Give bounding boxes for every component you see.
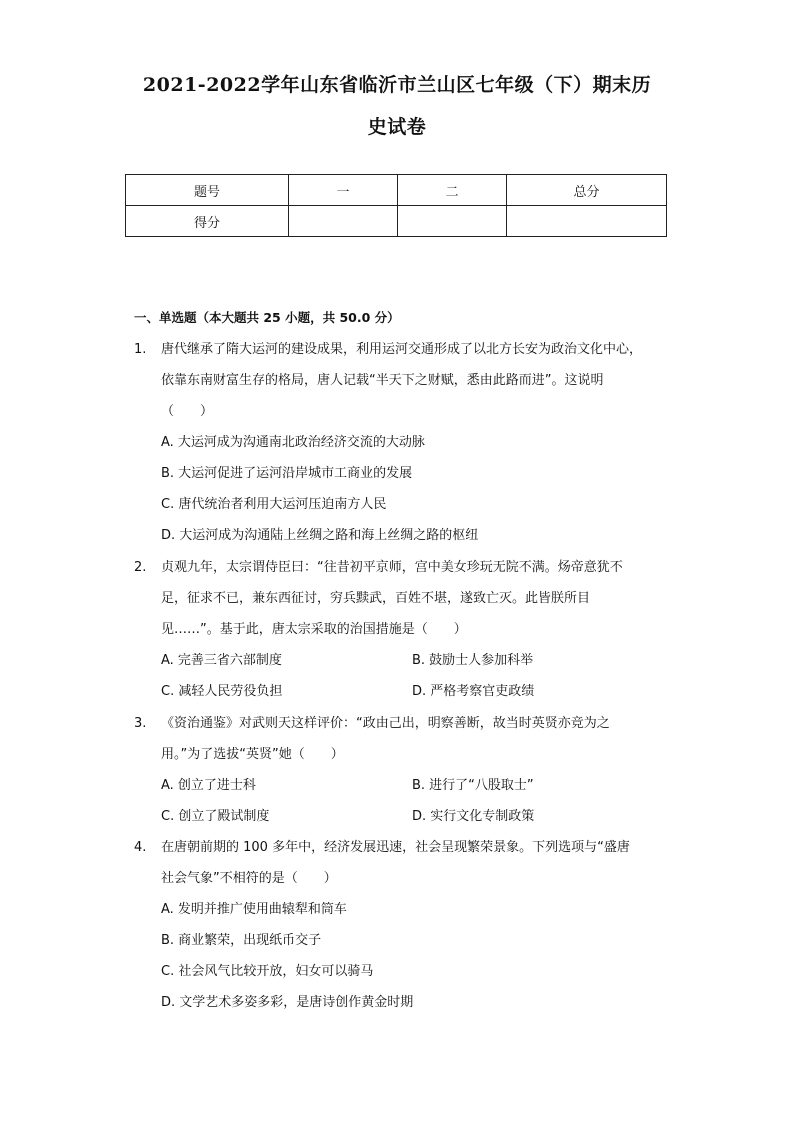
score-header-cell: 总分 xyxy=(507,175,667,206)
option-a: A. 大运河成为沟通南北政治经济交流的大动脉 xyxy=(161,435,425,450)
question-stem-line: 用。”为了选拔“英贤”她（ ） xyxy=(161,747,344,762)
question-stem-line: 依靠东南财富生存的格局，唐人记载“半天下之财赋，悉由此路而进”。这说明 xyxy=(161,373,604,388)
question-number: 1. xyxy=(134,342,147,357)
option-b: B. 鼓励士人参加科举 xyxy=(412,653,534,668)
question-stem-line: 贞观九年，太宗谓侍臣曰：“往昔初平京师，宫中美女珍玩无院不满。炀帝意犹不 xyxy=(161,560,623,575)
question-stem-line: 《资治通鉴》对武则天这样评价：“政由己出，明察善断，故当时英贤亦竞为之 xyxy=(161,716,610,731)
option-c: C. 减轻人民劳役负担 xyxy=(161,684,283,699)
option-d: D. 严格考察官吏政绩 xyxy=(412,684,535,699)
score-cell xyxy=(289,206,398,237)
option-d: D. 文学艺术多姿多彩，是唐诗创作黄金时期 xyxy=(161,995,414,1010)
exam-title-line1: 2021-2022学年山东省临沂市兰山区七年级（下）期末历 xyxy=(142,74,652,96)
option-d: D. 实行文化专制政策 xyxy=(412,809,535,824)
score-table xyxy=(125,174,667,237)
option-a: A. 完善三省六部制度 xyxy=(161,653,282,668)
score-header-cell: 一 xyxy=(289,175,398,206)
score-header-cell: 题号 xyxy=(126,175,289,206)
question-stem-line: 社会气象”不相符的是（ ） xyxy=(161,871,337,886)
option-a: A. 发明并推广使用曲辕犁和筒车 xyxy=(161,902,347,917)
question-stem-line: 见……”。基于此，唐太宗采取的治国措施是（ ） xyxy=(161,622,467,637)
exam-title-line2: 史试卷 xyxy=(367,116,427,138)
option-c: C. 创立了殿试制度 xyxy=(161,809,270,824)
option-c: C. 社会风气比较开放，妇女可以骑马 xyxy=(161,964,374,979)
question-stem-line: （ ） xyxy=(161,404,214,419)
section-heading: 一、单选题（本大题共 25 小题，共 50.0 分） xyxy=(134,310,400,325)
option-d: D. 大运河成为沟通陆上丝绸之路和海上丝绸之路的枢纽 xyxy=(161,528,479,543)
question-stem-line: 唐代继承了隋大运河的建设成果，利用运河交通形成了以北方长安为政治文化中心， xyxy=(161,342,643,357)
question-number: 3. xyxy=(134,716,147,731)
question-stem-line: 足，征求不已，兼东西征讨，穷兵黩武，百姓不堪，遂致亡灭。此皆朕所目 xyxy=(161,591,591,606)
question-3 xyxy=(134,708,674,832)
option-a: A. 创立了进士科 xyxy=(161,778,256,793)
option-b: B. 进行了“八股取士” xyxy=(412,778,534,793)
question-2 xyxy=(134,552,674,707)
score-cell xyxy=(507,206,667,237)
score-table-header-row xyxy=(126,175,667,206)
question-number: 2. xyxy=(134,560,147,575)
question-number: 4. xyxy=(134,840,147,855)
question-4 xyxy=(134,832,674,1018)
option-c: C. 唐代统治者利用大运河压迫南方人民 xyxy=(161,497,387,512)
score-header-cell: 二 xyxy=(398,175,507,206)
question-1 xyxy=(134,334,674,551)
question-stem-line: 在唐朝前期的 100 多年中，经济发展迅速，社会呈现繁荣景象。下列选项与“盛唐 xyxy=(161,840,630,855)
option-b: B. 商业繁荣，出现纸币交子 xyxy=(161,933,322,948)
option-b: B. 大运河促进了运河沿岸城市工商业的发展 xyxy=(161,466,413,481)
score-cell: 得分 xyxy=(126,206,289,237)
score-table-row xyxy=(126,206,667,237)
score-cell xyxy=(398,206,507,237)
